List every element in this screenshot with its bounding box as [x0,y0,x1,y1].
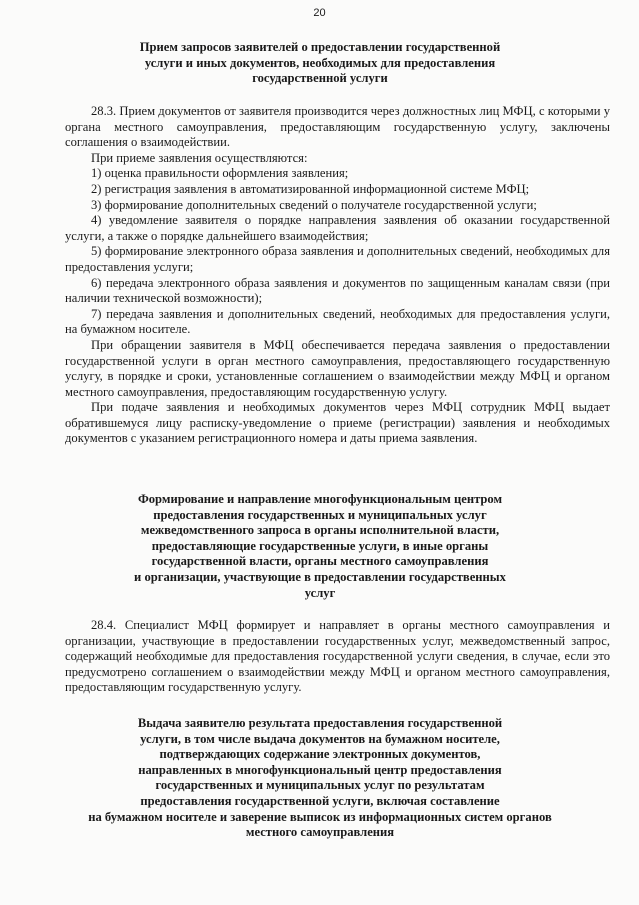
paragraph-mfc-transfer: При обращении заявителя в МФЦ обеспечивается передача заявления о предоставлении государственной услуги в орган местного самоуправления, предоставляющего государственную услугу, в порядке и сроки, установленные соглашением о взаимодействии между МФЦ и органом местного самоуправления, предоставляющим государственную услугу. [65,337,610,399]
heading-line: государственной власти, органы местного самоуправления [151,554,489,569]
heading-line: подтверждающих содержание электронных документов, [159,747,481,762]
heading-line: государственных и муниципальных услуг по результатам [155,778,485,793]
heading-line: местного самоуправления [245,825,395,840]
paragraph-28-3: 28.3. Прием документов от заявителя производится через должностных лиц МФЦ, с которыми у органа местного самоуправления, предоставляющим государственную услугу, заключены соглашения о взаимодействии. [65,104,610,150]
heading-line: услуг [304,585,336,600]
paragraph-intro-list: При приеме заявления осуществляются: [91,150,308,165]
section-heading-result-issuance [40,716,600,841]
heading-line: предоставления государственных и муниципальных услуг [153,507,487,522]
list-item: 4) уведомление заявителя о порядке направления заявления об оказании государственной услуги, а также о порядке дальнейшего взаимодействия; [65,213,610,243]
page-number: 20 [313,7,326,19]
heading-line: на бумажном носителе и заверение выписок из информационных систем органов [88,809,552,824]
heading-line: предоставления государственной услуги, включая составление [140,793,500,808]
section-heading-interagency-request [40,492,600,601]
paragraph-28-4: 28.4. Специалист МФЦ формирует и направляет в органы местного самоуправления и организации, участвующие в предоставлении государственных услуг, межведомственный запрос, содержащий необходимые для предоставления государственной услуги сведения, в случае, если это предусмотрено соглашением о взаимодействии между МФЦ и органом местного самоуправления, предоставляющим государственную услугу. [65,618,610,695]
heading-line: предоставляющие государственные услуги, в иные органы [151,538,489,553]
section-heading-reception [40,40,600,87]
heading-line: межведомственного запроса в органы исполнительной власти, [140,523,500,538]
heading-line: Прием запросов заявителей о предоставлении государственной [139,40,501,54]
list-item: 1) оценка правильности оформления заявления; [91,166,349,181]
heading-line: и организации, участвующие в предоставлении государственных [134,569,506,584]
list-item: 5) формирование электронного образа заявления и дополнительных сведений, необходимых для предоставления услуги; [65,244,610,274]
heading-line: Выдача заявителю результата предоставления государственной [137,716,503,730]
heading-line: Формирование и направление многофункциональным центром [137,492,503,506]
heading-line: направленных в многофункциональный центр предоставления [138,762,502,777]
list-item: 6) передача электронного образа заявления и документов по защищенным каналам связи (при наличии технической возможности); [65,275,610,306]
list-item: 7) передача заявления и дополнительных сведений, необходимых для предоставления услуги, на бумажном носителе. [65,306,610,337]
section-body-interagency-request [65,618,610,696]
list-item: 3) формирование дополнительных сведений о получателе государственной услуги; [91,197,537,212]
heading-line: услуги, в том числе выдача документов на бумажном носителе, [140,731,500,746]
section-body-reception [65,104,610,447]
list-item: 2) регистрация заявления в автоматизированной информационной системе МФЦ; [91,181,530,196]
paragraph-mfc-receipt: При подаче заявления и необходимых документов через МФЦ сотрудник МФЦ выдает обратившемуся лицу расписку-уведомление о приеме (регистрации) заявления и необходимых документов с указанием регистрационного номера и даты приема заявления. [65,400,610,446]
heading-line: услуги и иных документов, необходимых для предоставления [144,55,496,70]
heading-line: государственной услуги [252,71,388,86]
